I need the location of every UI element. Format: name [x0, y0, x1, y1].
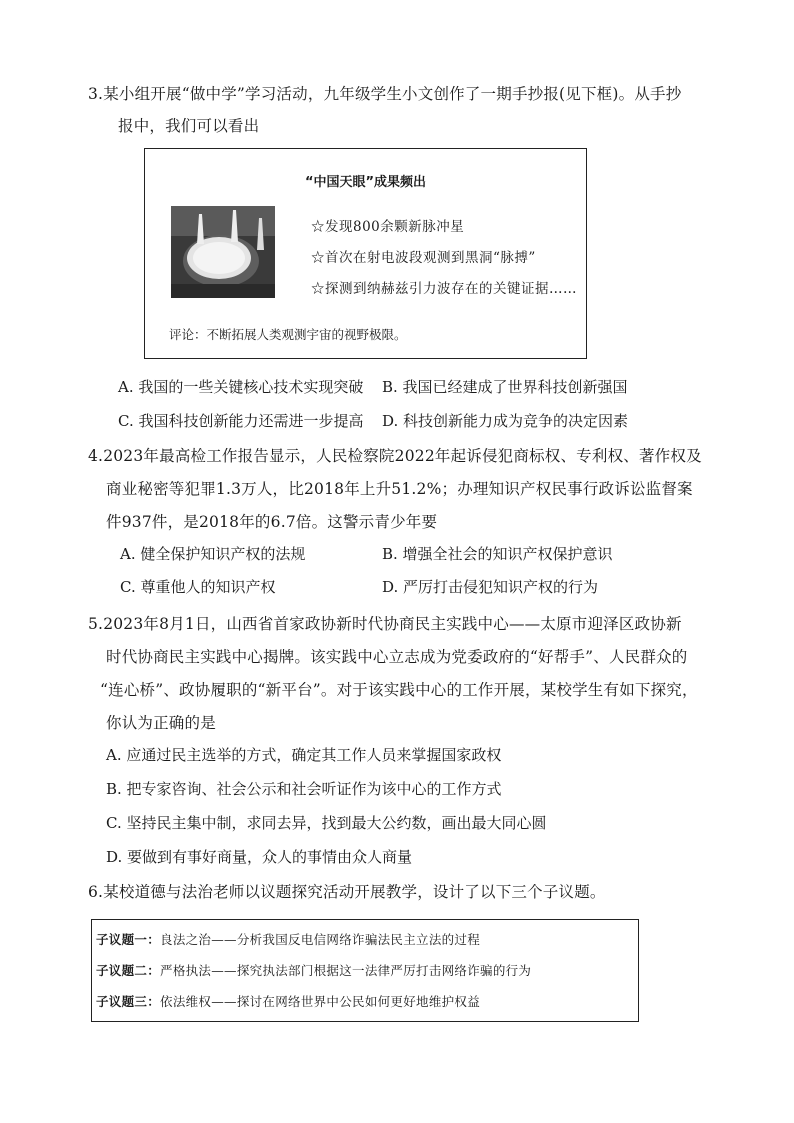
q5-stem-line2: 时代协商民主实践中心揭牌。该实践中心立志成为党委政府的“好帮手”、人民群众的	[106, 648, 688, 666]
q3-option-b[interactable]: B. 我国已经建成了世界科技创新强国	[382, 378, 628, 396]
card-bullet-1: ☆发现800余颗新脉冲星	[311, 219, 465, 235]
q5-stem-line1: 5.2023年8月1日，山西省首家政协新时代协商民主实践中心——太原市迎泽区政协新	[88, 615, 682, 633]
telescope-photo-icon	[171, 206, 275, 298]
q5-option-c[interactable]: C. 坚持民主集中制，求同去异，找到最大公约数，画出最大同心圆	[106, 814, 547, 832]
sub-topic-2	[96, 961, 531, 979]
q4-option-b[interactable]: B. 增强全社会的知识产权保护意识	[382, 545, 613, 563]
q5-stem-line3: “连心桥”、政协履职的“新平台”。对于该实践中心的工作开展，某校学生有如下探究，	[100, 681, 698, 699]
card-title: “中国天眼”成果频出	[304, 175, 427, 190]
q4-stem-line1: 4.2023年最高检工作报告显示，人民检察院2022年起诉侵犯商标权、专利权、著作权及	[88, 447, 702, 465]
q5-option-d[interactable]: D. 要做到有事好商量，众人的事情由众人商量	[106, 848, 413, 866]
sub-topic-1-label: 子议题一：	[96, 932, 161, 947]
sub-topic-1-text: 良法之治——分析我国反电信网络诈骗法民主立法的过程	[160, 932, 481, 947]
q4-stem-line2: 商业秘密等犯罪1.3万人，比2018年上升51.2%；办理知识产权民事行政诉讼监督案	[106, 480, 693, 498]
q4-option-a[interactable]: A. 健全保护知识产权的法规	[120, 545, 306, 563]
sub-topic-2-label: 子议题二：	[96, 963, 161, 978]
q3-option-a[interactable]: A. 我国的一些关键核心技术实现突破	[118, 378, 364, 396]
q5-option-a[interactable]: A. 应通过民主选举的方式，确定其工作人员来掌握国家政权	[106, 746, 502, 764]
sub-topic-3-label: 子议题三：	[96, 994, 161, 1009]
sub-topic-1	[96, 930, 480, 948]
sub-topic-3	[96, 992, 480, 1010]
newspaper-card	[144, 148, 587, 359]
q4-option-d[interactable]: D. 严厉打击侵犯知识产权的行为	[382, 578, 599, 596]
card-bullet-2: ☆首次在射电波段观测到黑洞“脉搏”	[311, 250, 536, 266]
q4-stem-line3: 件937件，是2018年的6.7倍。这警示青少年要	[106, 513, 438, 531]
q3-stem-line1: 3.某小组开展“做中学”学习活动，九年级学生小文创作了一期手抄报(见下框)。从手抄	[88, 85, 682, 103]
q5-option-b[interactable]: B. 把专家咨询、社会公示和社会听证作为该中心的工作方式	[106, 780, 502, 798]
q3-stem-line2: 报中，我们可以看出	[118, 117, 260, 135]
sub-topic-2-text: 严格执法——探究执法部门根据这一法律严厉打击网络诈骗的行为	[160, 963, 532, 978]
q3-option-d[interactable]: D. 科技创新能力成为竞争的决定因素	[382, 412, 629, 430]
q6-stem-line1: 6.某校道德与法治老师以议题探究活动开展教学，设计了以下三个子议题。	[88, 883, 606, 901]
sub-topics-box	[91, 919, 639, 1022]
card-bullet-3: ☆探测到纳赫兹引力波存在的关键证据……	[311, 281, 577, 297]
card-comment: 评论：不断拓展人类观测宇宙的视野极限。	[169, 327, 407, 342]
q3-option-c[interactable]: C. 我国科技创新能力还需进一步提高	[118, 412, 364, 430]
sub-topic-3-text: 依法维权——探讨在网络世界中公民如何更好地维护权益	[160, 994, 481, 1009]
q5-stem-line4: 你认为正确的是	[106, 714, 216, 732]
q4-option-c[interactable]: C. 尊重他人的知识产权	[120, 578, 276, 596]
